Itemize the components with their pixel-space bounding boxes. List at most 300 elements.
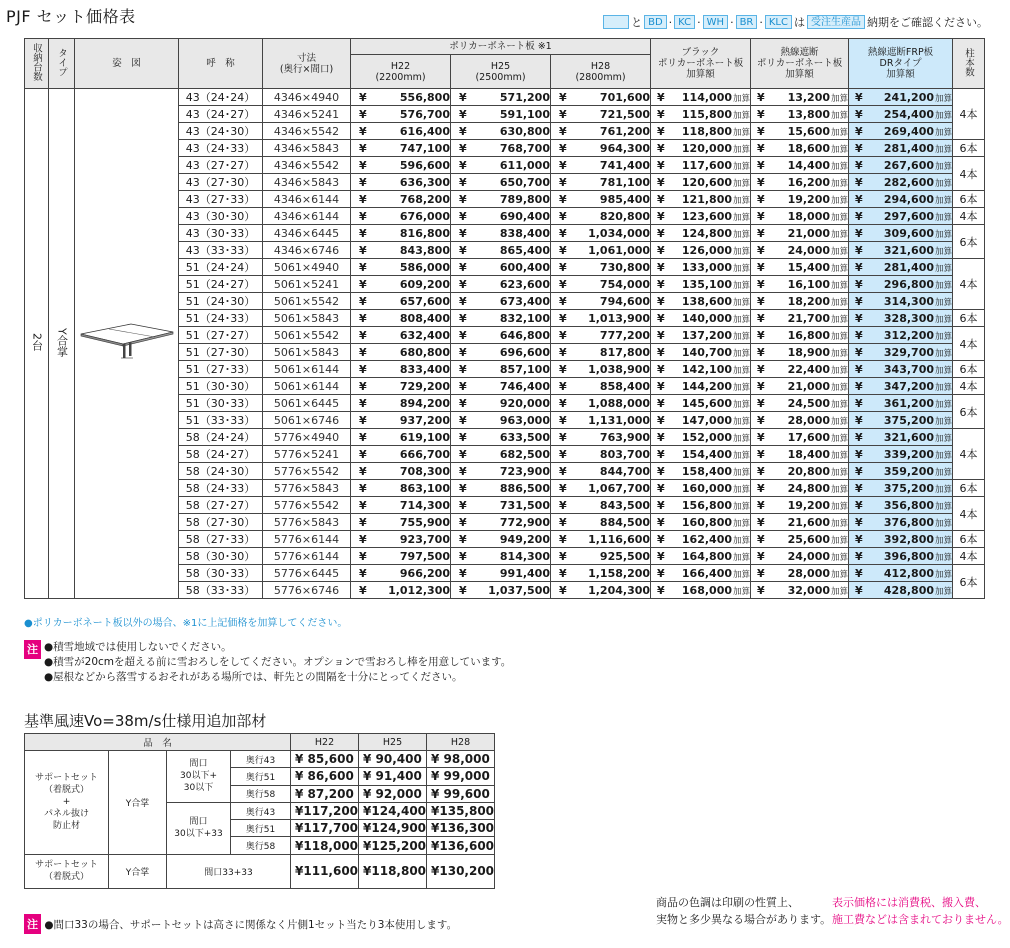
yen-sign: ¥ (359, 549, 367, 563)
yen-sign: ¥ (657, 192, 665, 206)
post-count: 6本 (953, 565, 985, 599)
price-h25: ¥ 832,100 (451, 310, 551, 327)
header-h28: H28 (2800mm) (551, 55, 651, 89)
yen-sign: ¥ (359, 175, 367, 189)
price-h28: ¥ 1,158,200 (551, 565, 651, 582)
yen-sign: ¥ (855, 481, 863, 495)
add-black: ¥ 152,000加算 (651, 429, 751, 446)
yen-sign: ¥ (855, 498, 863, 512)
post-count: 4本 (953, 259, 985, 310)
yen-sign: ¥ (559, 226, 567, 240)
yen-sign: ¥ (359, 192, 367, 206)
sub-header-h22: H22 (291, 734, 359, 751)
yen-sign: ¥ (657, 549, 665, 563)
price-h25: ¥ 768,700 (451, 140, 551, 157)
add-unit: 加算 (831, 161, 849, 172)
price-h28: ¥ 964,300 (551, 140, 651, 157)
yen-sign: ¥ (359, 430, 367, 444)
yen-sign: ¥ (757, 566, 765, 580)
yen-sign: ¥ (459, 294, 467, 308)
yen-sign: ¥ (559, 260, 567, 274)
yen-sign: ¥ (855, 328, 863, 342)
add-frp: ¥ 339,200加算 (849, 446, 953, 463)
legend-swatch (603, 15, 629, 29)
add-black: ¥ 135,100加算 (651, 276, 751, 293)
price-h25: ¥ 920,000 (451, 395, 551, 412)
yen-sign: ¥ (295, 752, 304, 767)
header-h22: H22 (2200mm) (351, 55, 451, 89)
yen-sign: ¥ (559, 566, 567, 580)
row-name: 51（24･24） (179, 259, 263, 276)
yen-sign: ¥ (459, 192, 467, 206)
yen-sign: ¥ (431, 786, 440, 801)
header-h25: H25 (2500mm) (451, 55, 551, 89)
yen-sign: ¥ (559, 328, 567, 342)
yen-sign: ¥ (855, 532, 863, 546)
row-size: 4346×5542 (263, 157, 351, 174)
post-count: 4本 (953, 157, 985, 191)
yen-sign: ¥ (757, 209, 765, 223)
add-black: ¥ 147,000加算 (651, 412, 751, 429)
price-h22: ¥ 808,400 (351, 310, 451, 327)
add-unit: 加算 (733, 416, 751, 427)
add-black: ¥ 120,600加算 (651, 174, 751, 191)
add-heat: ¥ 24,000加算 (751, 548, 849, 565)
yen-sign: ¥ (757, 379, 765, 393)
price-h22: ¥ 636,300 (351, 174, 451, 191)
yen-sign: ¥ (295, 804, 304, 819)
row-size: 4346×5843 (263, 140, 351, 157)
add-black: ¥ 158,400加算 (651, 463, 751, 480)
yen-sign: ¥ (855, 124, 863, 138)
add-black: ¥ 124,800加算 (651, 225, 751, 242)
sub-price-h25: ¥ 90,400 (359, 751, 427, 768)
header-count: 収納台数 (25, 39, 49, 89)
price-h22: ¥ 797,500 (351, 548, 451, 565)
row-name: 43（33･33） (179, 242, 263, 259)
yen-sign: ¥ (295, 864, 304, 879)
sub-table-title: 基準風速Vo=38m/s仕様用追加部材 (24, 712, 267, 730)
yen-sign: ¥ (459, 277, 467, 291)
tax-note: 表示価格には消費税、搬入費、 施工費などは含まれておりません。 (832, 896, 1009, 926)
row-name: 51（30･33） (179, 395, 263, 412)
add-unit: 加算 (733, 450, 751, 461)
yen-sign: ¥ (459, 141, 467, 155)
price-h25: ¥ 646,800 (451, 327, 551, 344)
price-h25: ¥ 611,000 (451, 157, 551, 174)
yen-sign: ¥ (757, 124, 765, 138)
legend-color-kc: KC (674, 15, 695, 29)
add-heat: ¥ 17,600加算 (751, 429, 849, 446)
yen-sign: ¥ (559, 430, 567, 444)
add-unit: 加算 (831, 93, 849, 104)
add-unit: 加算 (733, 229, 751, 240)
add-black: ¥ 162,400加算 (651, 531, 751, 548)
yen-sign: ¥ (459, 396, 467, 410)
add-frp: ¥ 296,800加算 (849, 276, 953, 293)
yen-sign: ¥ (657, 413, 665, 427)
page-title: PJF セット価格表 (6, 7, 136, 26)
yen-sign: ¥ (855, 413, 863, 427)
add-unit: 加算 (935, 127, 953, 138)
add-unit: 加算 (935, 195, 953, 206)
yen-sign: ¥ (363, 864, 372, 879)
add-frp: ¥ 328,300加算 (849, 310, 953, 327)
add-unit: 加算 (733, 161, 751, 172)
header-heat: 熱線遮断 ポリカーボネート板 加算額 (751, 39, 849, 89)
price-h28: ¥ 741,400 (551, 157, 651, 174)
add-unit: 加算 (935, 450, 953, 461)
add-black: ¥ 120,000加算 (651, 140, 751, 157)
sub-depth: 奥行51 (231, 820, 291, 837)
row-size: 4346×6144 (263, 191, 351, 208)
row-size: 5776×6144 (263, 531, 351, 548)
add-frp: ¥ 412,800加算 (849, 565, 953, 582)
price-h28: ¥ 1,116,600 (551, 531, 651, 548)
yen-sign: ¥ (657, 294, 665, 308)
add-frp: ¥ 241,200加算 (849, 89, 953, 106)
yen-sign: ¥ (657, 464, 665, 478)
yen-sign: ¥ (757, 345, 765, 359)
yen-sign: ¥ (559, 277, 567, 291)
add-unit: 加算 (935, 229, 953, 240)
sub-price-h22: ¥ 85,600 (291, 751, 359, 768)
add-frp: ¥ 314,300加算 (849, 293, 953, 310)
add-frp: ¥ 281,400加算 (849, 259, 953, 276)
row-size: 5776×6144 (263, 548, 351, 565)
sub-width-a1: 間口 30以下+ 30以下 (167, 751, 231, 803)
yen-sign: ¥ (855, 277, 863, 291)
row-size: 5061×6746 (263, 412, 351, 429)
price-h28: ¥ 701,600 (551, 89, 651, 106)
sub-type-a: Y合掌 (109, 751, 167, 855)
legend-made-to-order: 受注生産品 (807, 15, 865, 29)
sub-header-item: 品 名 (25, 734, 291, 751)
add-black: ¥ 118,800加算 (651, 123, 751, 140)
add-unit: 加算 (831, 399, 849, 410)
yen-sign: ¥ (855, 362, 863, 376)
price-h28: ¥ 763,900 (551, 429, 651, 446)
yen-sign: ¥ (359, 396, 367, 410)
add-black: ¥ 117,600加算 (651, 157, 751, 174)
add-black: ¥ 137,200加算 (651, 327, 751, 344)
yen-sign: ¥ (855, 447, 863, 461)
yen-sign: ¥ (657, 481, 665, 495)
price-h22: ¥ 680,800 (351, 344, 451, 361)
price-h28: ¥ 730,800 (551, 259, 651, 276)
yen-sign: ¥ (459, 243, 467, 257)
add-black: ¥ 166,400加算 (651, 565, 751, 582)
post-count: 4本 (953, 378, 985, 395)
sub-price-h28: ¥ 136,300 (427, 820, 495, 837)
legend-color-klc: KLC (765, 15, 792, 29)
add-unit: 加算 (733, 93, 751, 104)
add-heat: ¥ 25,600加算 (751, 531, 849, 548)
yen-sign: ¥ (757, 90, 765, 104)
yen-sign: ¥ (855, 379, 863, 393)
sub-width-a2: 間口 30以下+33 (167, 802, 231, 854)
yen-sign: ¥ (559, 396, 567, 410)
yen-sign: ¥ (757, 294, 765, 308)
yen-sign: ¥ (359, 243, 367, 257)
add-unit: 加算 (831, 229, 849, 240)
add-frp: ¥ 254,400加算 (849, 106, 953, 123)
color-disclaimer: 商品の色調は印刷の性質上、 実物と多少異なる場合があります。 (656, 896, 832, 926)
yen-sign: ¥ (757, 413, 765, 427)
row-size: 5061×6144 (263, 378, 351, 395)
row-name: 43（24･33） (179, 140, 263, 157)
add-unit: 加算 (831, 280, 849, 291)
row-name: 43（27･33） (179, 191, 263, 208)
yen-sign: ¥ (559, 379, 567, 393)
yen-sign: ¥ (757, 430, 765, 444)
add-unit: 加算 (831, 518, 849, 529)
yen-sign: ¥ (855, 107, 863, 121)
yen-sign: ¥ (855, 141, 863, 155)
add-unit: 加算 (733, 382, 751, 393)
yen-sign: ¥ (295, 821, 304, 836)
support-note (24, 914, 457, 934)
price-h28: ¥ 721,500 (551, 106, 651, 123)
yen-sign: ¥ (757, 481, 765, 495)
yen-sign: ¥ (855, 583, 863, 597)
add-unit: 加算 (733, 365, 751, 376)
yen-sign: ¥ (359, 532, 367, 546)
price-h25: ¥ 690,400 (451, 208, 551, 225)
yen-sign: ¥ (459, 158, 467, 172)
row-name: 51（24･27） (179, 276, 263, 293)
yen-sign: ¥ (459, 447, 467, 461)
yen-sign: ¥ (359, 515, 367, 529)
price-h25: ¥ 886,500 (451, 480, 551, 497)
yen-sign: ¥ (757, 277, 765, 291)
add-unit: 加算 (831, 416, 849, 427)
add-frp: ¥ 375,200加算 (849, 412, 953, 429)
yen-sign: ¥ (459, 379, 467, 393)
yen-sign: ¥ (459, 549, 467, 563)
yen-sign: ¥ (757, 260, 765, 274)
yen-sign: ¥ (459, 515, 467, 529)
yen-sign: ¥ (855, 515, 863, 529)
row-name: 58（27･27） (179, 497, 263, 514)
yen-sign: ¥ (657, 209, 665, 223)
price-h25: ¥ 723,900 (451, 463, 551, 480)
add-unit: 加算 (733, 484, 751, 495)
row-size: 5061×5542 (263, 327, 351, 344)
price-h28: ¥ 820,800 (551, 208, 651, 225)
sub-depth: 奥行58 (231, 785, 291, 802)
add-unit: 加算 (831, 552, 849, 563)
add-frp: ¥ 309,600加算 (849, 225, 953, 242)
add-unit: 加算 (831, 569, 849, 580)
yen-sign: ¥ (359, 566, 367, 580)
add-unit: 加算 (831, 365, 849, 376)
row-name: 51（24･30） (179, 293, 263, 310)
sub-price-h25: ¥ 91,400 (359, 768, 427, 785)
row-size: 5061×6144 (263, 361, 351, 378)
yen-sign: ¥ (359, 345, 367, 359)
yen-sign: ¥ (363, 786, 372, 801)
row-name: 43（27･30） (179, 174, 263, 191)
price-h22: ¥ 894,200 (351, 395, 451, 412)
price-h28: ¥ 843,500 (551, 497, 651, 514)
row-name: 58（30･33） (179, 565, 263, 582)
yen-sign: ¥ (657, 532, 665, 546)
price-h28: ¥ 1,131,000 (551, 412, 651, 429)
post-count: 4本 (953, 548, 985, 565)
add-heat: ¥ 15,600加算 (751, 123, 849, 140)
additional-parts-table (24, 733, 495, 889)
row-name: 51（33･33） (179, 412, 263, 429)
add-frp: ¥ 321,600加算 (849, 429, 953, 446)
yen-sign: ¥ (855, 90, 863, 104)
add-heat: ¥ 18,000加算 (751, 208, 849, 225)
yen-sign: ¥ (459, 260, 467, 274)
row-size: 4346×6144 (263, 208, 351, 225)
add-unit: 加算 (733, 552, 751, 563)
sub-depth: 奥行43 (231, 751, 291, 768)
add-unit: 加算 (733, 178, 751, 189)
price-h25: ¥ 838,400 (451, 225, 551, 242)
add-unit: 加算 (935, 569, 953, 580)
row-size: 4346×4940 (263, 89, 351, 106)
add-heat: ¥ 32,000加算 (751, 582, 849, 599)
row-size: 4346×5241 (263, 106, 351, 123)
yen-sign: ¥ (363, 804, 372, 819)
yen-sign: ¥ (559, 532, 567, 546)
sub-price-h28: ¥ 99,600 (427, 785, 495, 802)
yen-sign: ¥ (459, 413, 467, 427)
price-h22: ¥ 833,400 (351, 361, 451, 378)
price-h28: ¥ 985,400 (551, 191, 651, 208)
add-unit: 加算 (831, 382, 849, 393)
price-h22: ¥ 657,600 (351, 293, 451, 310)
yen-sign: ¥ (757, 464, 765, 478)
add-heat: ¥ 15,400加算 (751, 259, 849, 276)
yen-sign: ¥ (559, 481, 567, 495)
add-black: ¥ 138,600加算 (651, 293, 751, 310)
add-unit: 加算 (831, 263, 849, 274)
row-name: 43（30･30） (179, 208, 263, 225)
add-unit: 加算 (733, 535, 751, 546)
post-count: 6本 (953, 140, 985, 157)
add-unit: 加算 (935, 518, 953, 529)
yen-sign: ¥ (459, 175, 467, 189)
yen-sign: ¥ (363, 752, 372, 767)
table-row (25, 751, 495, 768)
yen-sign: ¥ (359, 277, 367, 291)
post-count: 6本 (953, 191, 985, 208)
header-polycarbonate: ポリカーボネート板 ※1 (351, 39, 651, 55)
sub-type-b: Y合掌 (109, 854, 167, 888)
add-unit: 加算 (831, 586, 849, 597)
legend-color-br: BR (736, 15, 758, 29)
add-black: ¥ 168,000加算 (651, 582, 751, 599)
add-unit: 加算 (935, 467, 953, 478)
add-unit: 加算 (831, 195, 849, 206)
yen-sign: ¥ (459, 362, 467, 376)
add-unit: 加算 (935, 263, 953, 274)
add-unit: 加算 (733, 586, 751, 597)
yen-sign: ¥ (757, 515, 765, 529)
add-heat: ¥ 28,000加算 (751, 412, 849, 429)
yen-sign: ¥ (359, 209, 367, 223)
price-h25: ¥ 673,400 (451, 293, 551, 310)
yen-sign: ¥ (657, 396, 665, 410)
price-h22: ¥ 708,300 (351, 463, 451, 480)
yen-sign: ¥ (359, 362, 367, 376)
sub-price-h28: ¥ 135,800 (427, 802, 495, 819)
note-line: ●積雪地域では使用しないでください。 (44, 641, 232, 653)
row-name: 58（27･30） (179, 514, 263, 531)
price-h28: ¥ 794,600 (551, 293, 651, 310)
price-table (24, 38, 985, 599)
sub-price-h22: ¥ 117,200 (291, 802, 359, 819)
row-name: 43（30･33） (179, 225, 263, 242)
price-h28: ¥ 777,200 (551, 327, 651, 344)
add-heat: ¥ 13,200加算 (751, 89, 849, 106)
price-h25: ¥ 789,800 (451, 191, 551, 208)
yen-sign: ¥ (657, 124, 665, 138)
row-size: 5776×5241 (263, 446, 351, 463)
add-unit: 加算 (935, 178, 953, 189)
add-unit: 加算 (935, 416, 953, 427)
add-unit: 加算 (733, 467, 751, 478)
row-size: 5776×4940 (263, 429, 351, 446)
price-h25: ¥ 814,300 (451, 548, 551, 565)
price-h28: ¥ 803,700 (551, 446, 651, 463)
yen-sign: ¥ (657, 260, 665, 274)
price-h25: ¥ 731,500 (451, 497, 551, 514)
yen-sign: ¥ (855, 464, 863, 478)
yen-sign: ¥ (559, 192, 567, 206)
price-h22: ¥ 596,600 (351, 157, 451, 174)
yen-sign: ¥ (559, 362, 567, 376)
yen-sign: ¥ (559, 583, 567, 597)
add-unit: 加算 (935, 212, 953, 223)
post-count: 6本 (953, 310, 985, 327)
price-h22: ¥ 632,400 (351, 327, 451, 344)
add-frp: ¥ 375,200加算 (849, 480, 953, 497)
polycarbonate-note: ●ポリカーボネート板以外の場合、※1に上記価格を加算してください。 (24, 618, 348, 629)
add-unit: 加算 (831, 467, 849, 478)
add-heat: ¥ 21,000加算 (751, 225, 849, 242)
yen-sign: ¥ (657, 175, 665, 189)
row-size: 5776×5843 (263, 480, 351, 497)
add-frp: ¥ 312,200加算 (849, 327, 953, 344)
sub-price-h28: ¥ 136,600 (427, 837, 495, 854)
yen-sign: ¥ (459, 107, 467, 121)
yen-sign: ¥ (757, 498, 765, 512)
yen-sign: ¥ (855, 243, 863, 257)
yen-sign: ¥ (559, 107, 567, 121)
yen-sign: ¥ (359, 124, 367, 138)
row-name: 43（24･27） (179, 106, 263, 123)
price-h22: ¥ 863,100 (351, 480, 451, 497)
add-heat: ¥ 24,800加算 (751, 480, 849, 497)
price-h25: ¥ 1,037,500 (451, 582, 551, 599)
note-line: ●屋根などから落雪するおそれがある場所では、軒先との間隔を十分にとってください。 (44, 671, 463, 683)
post-count: 4本 (953, 429, 985, 480)
yen-sign: ¥ (359, 90, 367, 104)
post-count: 4本 (953, 89, 985, 140)
yen-sign: ¥ (459, 481, 467, 495)
row-name: 58（24･27） (179, 446, 263, 463)
add-heat: ¥ 18,400加算 (751, 446, 849, 463)
yen-sign: ¥ (657, 158, 665, 172)
row-name: 51（27･33） (179, 361, 263, 378)
add-black: ¥ 121,800加算 (651, 191, 751, 208)
